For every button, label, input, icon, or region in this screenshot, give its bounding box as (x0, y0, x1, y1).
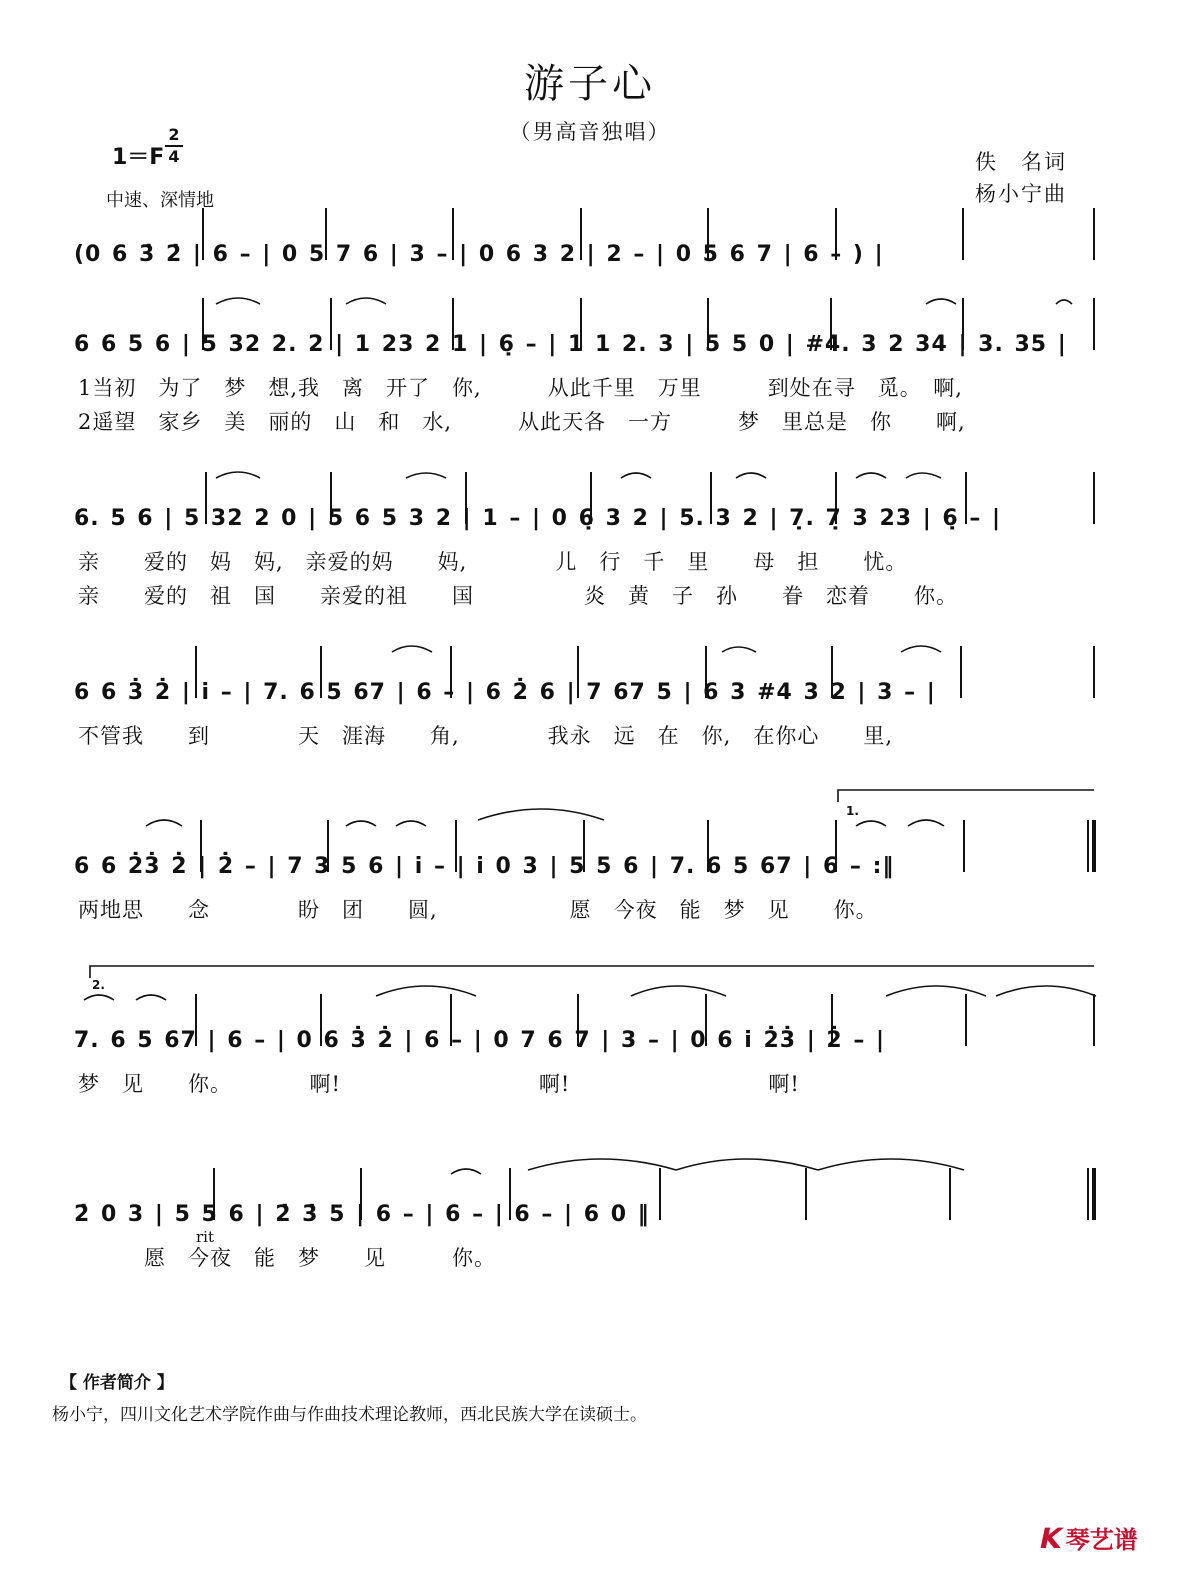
slur (136, 995, 166, 1000)
song-title: 游子心 (524, 61, 656, 107)
score-system-1 (66, 232, 1106, 282)
volta-1-label: 1. (846, 804, 859, 818)
slur (346, 298, 386, 304)
time-signature-top: 2 (168, 125, 180, 144)
lyrics-line: 两地思 念 盼 团 圆, 愿 今夜 能 梦 见 你。 (78, 898, 878, 922)
slur (406, 473, 446, 478)
tie (528, 1159, 676, 1170)
key-signature: 1＝F (112, 145, 165, 170)
slur (722, 647, 756, 652)
slur (631, 986, 726, 996)
lyrics-line: 不管我 到 天 涯海 角, 我永 远 在 你, 在你心 里, (78, 724, 894, 748)
volta-2-label: 2. (92, 978, 105, 992)
slur (886, 986, 986, 996)
tie (478, 809, 604, 820)
slur (392, 646, 432, 652)
slur (146, 820, 182, 826)
notation-line: 6 6 3̇ 2̇ | i – | 7. 6 5 67 | 6 – | 6 2̇ 6 | 7 67 5 | 6 3 #4 3 2 | 3 – | (74, 680, 936, 705)
song-subtitle: （男高音独唱） (509, 120, 671, 144)
volta-bracket (838, 790, 1094, 802)
brand-logo (1036, 1520, 1138, 1555)
slur (856, 473, 886, 478)
slur (346, 821, 376, 826)
lyrics-verse-2: 2遥望 家乡 美 丽的 山 和 水, 从此天各 一方 梦 里总是 你 啊, (78, 410, 966, 434)
score-system-2 (66, 322, 1106, 434)
slur (996, 986, 1096, 996)
lyricist-credit: 佚 名词 (975, 150, 1067, 174)
notation-line: (0 6 3̇ 2̇ | 6 – | 0 5 7 6 | 3 – | 0 6 3 2 | 2 – | 0 5 6 7 | 6 – ) | (74, 242, 884, 267)
score-system-5 (66, 804, 1106, 922)
score-system-4 (66, 670, 1106, 748)
slur (856, 821, 886, 826)
slur (906, 473, 941, 478)
score-system-3 (66, 496, 1106, 608)
slur (216, 472, 260, 478)
slur (216, 298, 260, 304)
slur (621, 473, 651, 478)
slur (926, 299, 956, 304)
slur (908, 820, 944, 826)
notation-line: 2̇ 0 3 | 5 5 6 | 2̇ 3̇ 5 | 6 – | 6 – | 6 – | 6 0 ‖ (74, 1202, 650, 1227)
lyrics-line: 愿 今夜 能 梦 见 你。 (78, 1246, 496, 1270)
time-signature (163, 126, 185, 166)
composer-credit: 杨小宁曲 (975, 182, 1067, 206)
tempo-marking: 中速、深情地 (106, 190, 214, 211)
score-system-7 (66, 1192, 1106, 1270)
score-system-6 (66, 978, 1106, 1096)
slur (84, 995, 114, 1000)
notation-line: 6 6 2̇3̇ 2̇ | 2̇ – | 7 3 5 6 | i – | i 0 3 | 5 5 6 | 7. 6 5 67 | 6 – :‖ (74, 854, 895, 879)
time-signature-bottom: 4 (168, 147, 180, 166)
lyrics-verse-1: 1当初 为了 梦 想,我 离 开了 你, 从此千里 万里 到处在寻 觅。 啊, (78, 376, 963, 400)
slur (396, 821, 426, 826)
slur (451, 1169, 481, 1174)
notation-line: 6 6 5 6 | 5 32 2. 2 | 1 23 2 1 | 6̣ – | 1 1 2. 3 | 5 5 0 | #4. 3 2 34 | 3. 35 | (74, 332, 1067, 357)
volta-bracket (90, 966, 1094, 978)
notation-line: 6. 5 6 | 5 32 2 0 | 5 6 5 3 2 | 1 – | 0 6̣ 3 2 | 5. 3 2 | 7̣. 7̣ 3 23 | 6̣ – | (74, 506, 1002, 531)
ritardando-mark: rit (196, 1228, 214, 1246)
notation-line: 7. 6 5 67 | 6 – | 0 6 3̇ 2̇ | 6 – | 0 7 6 7 | 3 – | 0 6 i 2̇3̇ | 2̇ – | (74, 1028, 886, 1053)
tie (818, 1159, 964, 1170)
bio-text: 杨小宁，四川文化艺术学院作曲与作曲技术理论教师，西北民族大学在读硕士。 (52, 1405, 647, 1425)
tie (676, 1159, 818, 1170)
lyrics-verse-2: 亲 爱的 祖 国 亲爱的祖 国 炎 黄 子 孙 眷 恋着 你。 (78, 584, 958, 608)
brand-name: 琴艺谱 (1065, 1526, 1138, 1554)
bio-heading: 【 作者简介 】 (60, 1373, 174, 1393)
slur (736, 473, 766, 478)
slur (376, 986, 476, 996)
lyrics-verse-1: 亲 爱的 妈 妈, 亲爱的妈 妈, 儿 行 千 里 母 担 忧。 (78, 550, 908, 574)
slur (1056, 300, 1072, 304)
brand-mark: K (1036, 1522, 1066, 1555)
slur (901, 646, 941, 652)
lyrics-line: 梦 见 你。 啊! 啊! 啊! (78, 1072, 800, 1096)
